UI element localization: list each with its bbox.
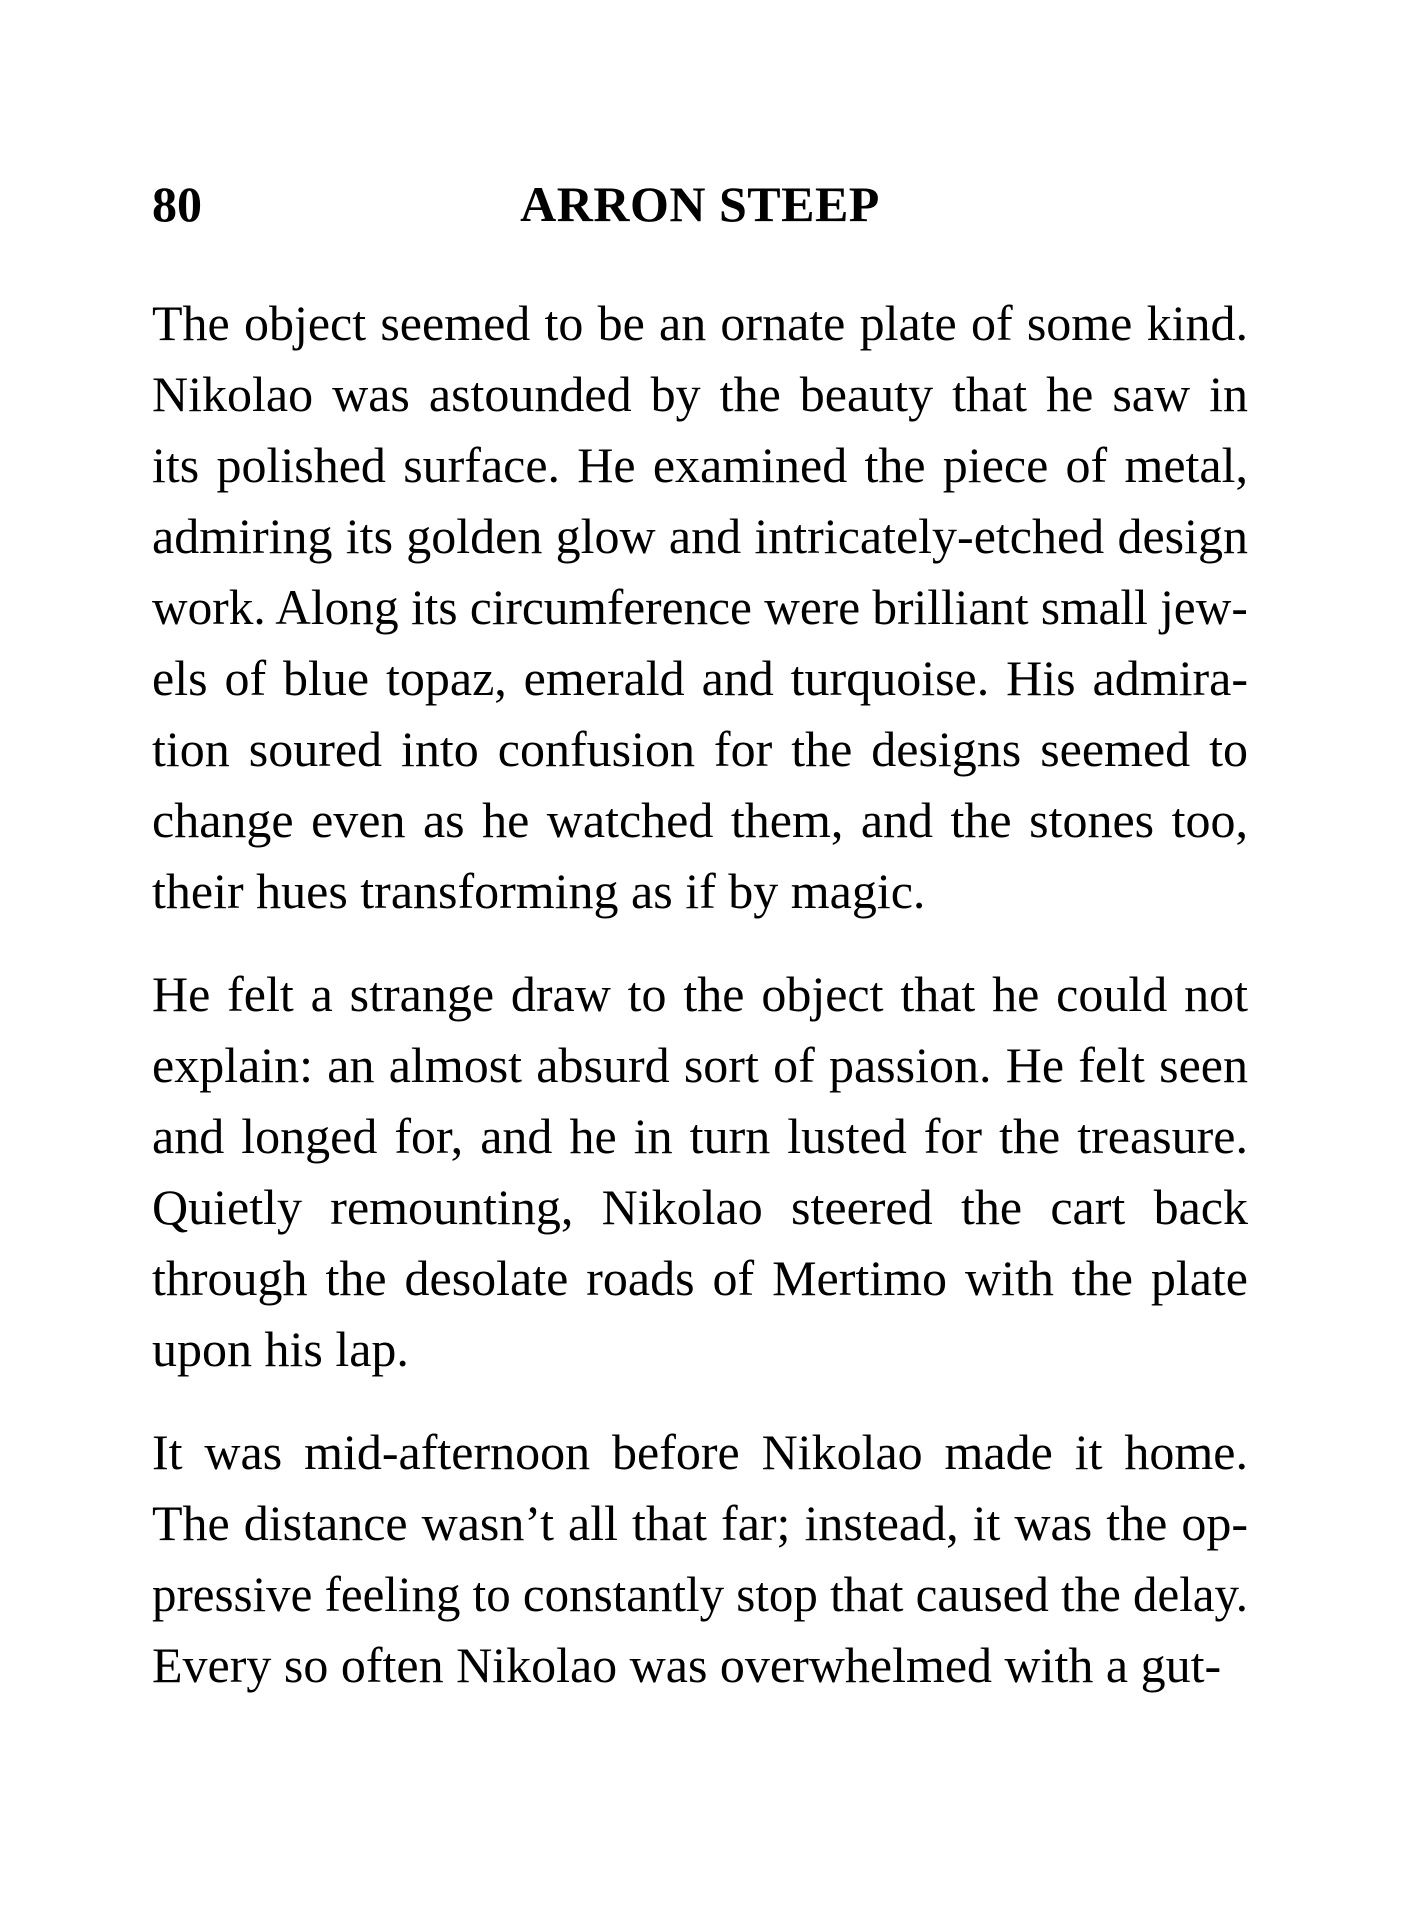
text-line: work. Along its circumference were brilliant small jew- [152, 579, 1248, 635]
page-number: 80 [152, 176, 202, 232]
text-line: The object seemed to be an ornate plate of some kind. [152, 295, 1248, 351]
text-line: through the desolate roads of Mertimo with the plate [152, 1250, 1248, 1306]
text-line: their hues transforming as if by magic. [152, 863, 926, 919]
text-line: admiring its golden glow and intricately-etched design [152, 508, 1248, 564]
text-line: its polished surface. He examined the piece of metal, [152, 437, 1248, 493]
paragraph [152, 1417, 1248, 1701]
text-line: and longed for, and he in turn lusted for the treasure. [152, 1108, 1248, 1164]
text-line: Quietly remounting, Nikolao steered the cart back [152, 1179, 1248, 1235]
text-line: explain: an almost absurd sort of passion. He felt seen [152, 1037, 1248, 1093]
text-line: els of blue topaz, emerald and turquoise. His admira- [152, 650, 1248, 706]
text-line: Every so often Nikolao was overwhelmed with a gut- [152, 1637, 1222, 1693]
paragraph [152, 959, 1248, 1385]
text-line: The distance wasn’t all that far; instead, it was the op- [152, 1495, 1248, 1551]
text-line: change even as he watched them, and the stones too, [152, 792, 1248, 848]
text-line: tion soured into confusion for the designs seemed to [152, 721, 1248, 777]
text-line: pressive feeling to constantly stop that caused the delay. [152, 1566, 1249, 1622]
text-line: Nikolao was astounded by the beauty that he saw in [152, 366, 1248, 422]
paragraph [152, 288, 1248, 927]
running-title: ARRON STEEP [520, 176, 880, 232]
text-column [152, 288, 1248, 1701]
text-line: He felt a strange draw to the object that he could not [152, 966, 1248, 1022]
text-line: It was mid-afternoon before Nikolao made it home. [152, 1424, 1248, 1480]
page-header [152, 176, 1248, 232]
text-line: upon his lap. [152, 1321, 409, 1377]
